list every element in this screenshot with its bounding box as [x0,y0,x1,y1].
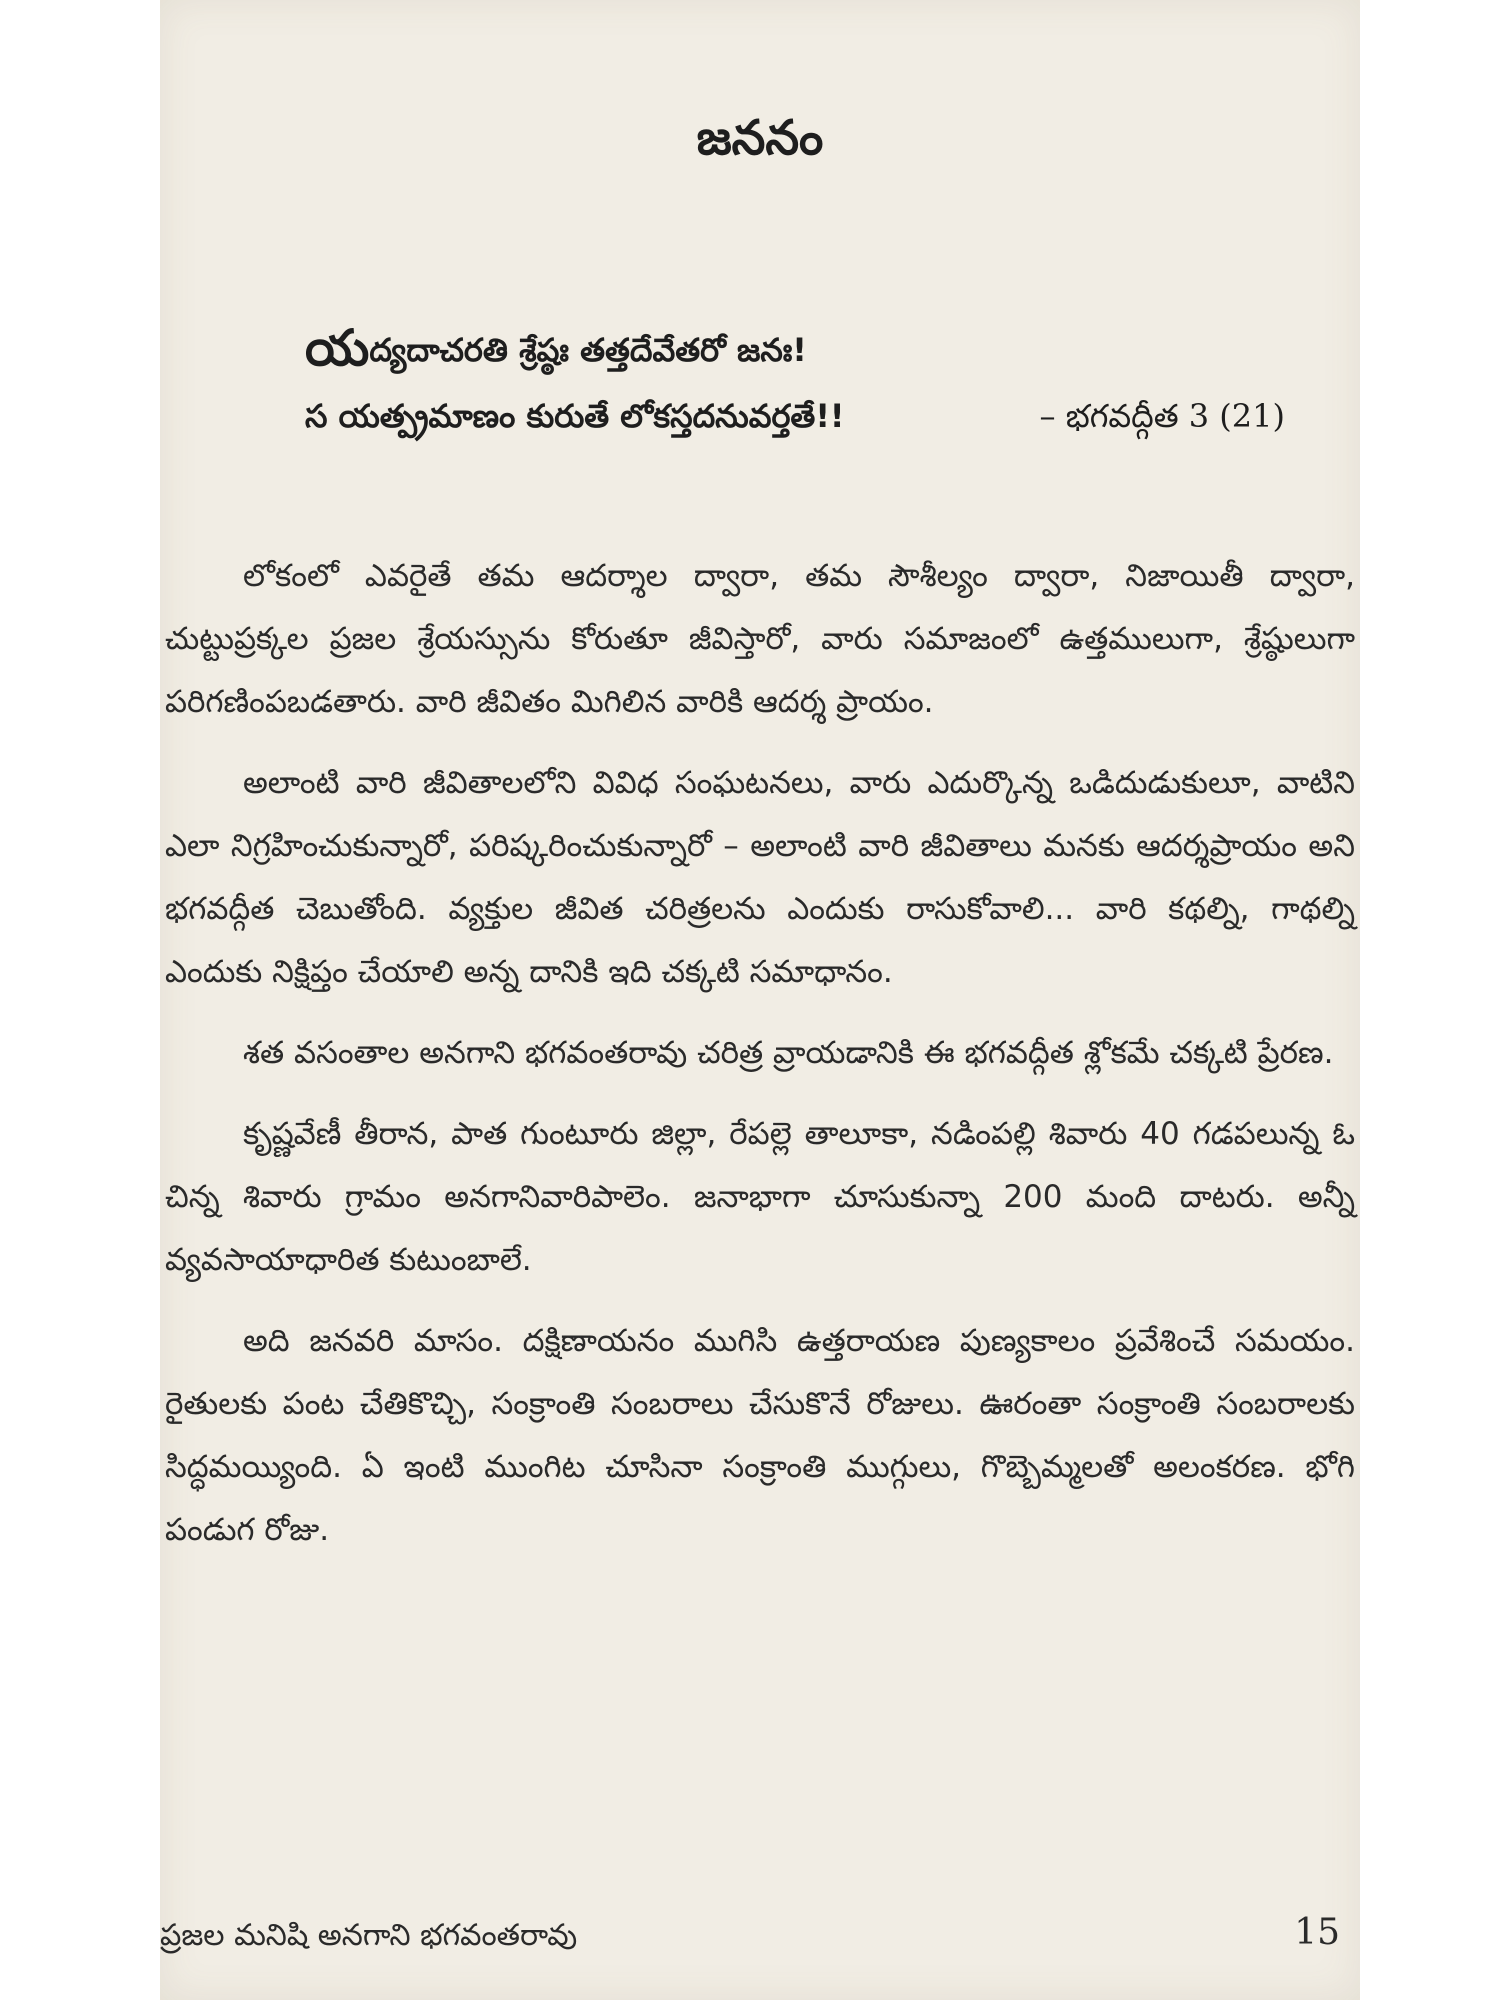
paragraph-4: కృష్ణవేణీ తీరాన, పాత గుంటూరు జిల్లా, రేపల్లె తాలూకా, నడింపల్లి శివారు 40 గడపలున్న ఓ చిన్న శివారు గ్రామం అనగానివారిపాలెం. జనాభాగా చూసుకున్నా 200 మంది దాటరు. అన్నీ వ్యవసాయాధారిత కుటుంబాలే. [165,1116,1355,1278]
paragraph-3: శత వసంతాల అనగాని భగవంతరావు చరిత్ర వ్రాయడానికి ఈ భగవద్గీత శ్లోకమే చక్కటి ప్రేరణ. [243,1035,1334,1071]
verse-line-2-text: స యత్ప్రమాణం కురుతే లోకస్తదనువర్తతే!! [305,397,845,435]
verse-source: – భగవద్గీత 3 (21) [1039,397,1285,435]
verse-line-1 [305,315,1305,383]
page-number: 15 [1294,1912,1340,1953]
verse-line-1-text: ద్యదాచరతి శ్రేష్ఠః తత్తదేవేతరో జనః! [369,331,807,369]
paragraph-5: అది జనవరి మాసం. దక్షిణాయనం ముగిసి ఉత్తరాయణ పుణ్యకాలం ప్రవేశించే సమయం. రైతులకు పంట చేతికొచ్చి, సంక్రాంతి సంబరాలు చేసుకొనే రోజులు. ఊరంతా సంక్రాంతి సంబరాలకు సిద్ధమయ్యింది. ఏ ఇంటి ముంగిట చూసినా సంక్రాంతి ముగ్గులు, గొబ్బెమ్మలతో అలంకరణ. భోగి పండుగ రోజు. [165,1323,1355,1548]
sanskrit-verse [305,315,1305,449]
verse-line-2 [305,383,1305,449]
verse-drop-cap: య [305,319,370,377]
body-text [165,545,1355,1580]
paragraph-2: అలాంటి వారి జీవితాలలోని వివిధ సంఘటనలు, వారు ఎదుర్కొన్న ఒడిదుడుకులూ, వాటిని ఎలా నిగ్రహించుకున్నారో, పరిష్కరించుకున్నారో – అలాంటి వారి జీవితాలు మనకు ఆదర్శప్రాయం అని భగవద్గీత చెబుతోంది. వ్యక్తుల జీవిత చరిత్రలను ఎందుకు రాసుకోవాలి... వారి కథల్ని, గాథల్ని ఎందుకు నిక్షిప్తం చేయాలి అన్న దానికి ఇది చక్కటి సమాధానం. [165,765,1355,990]
paragraph-1: లోకంలో ఎవరైతే తమ ఆదర్శాల ద్వారా, తమ సౌశీల్యం ద్వారా, నిజాయితీ ద్వారా, చుట్టుప్రక్కల ప్రజల శ్రేయస్సును కోరుతూ జీవిస్తారో, వారు సమాజంలో ఉత్తములుగా, శ్రేష్ఠులుగా పరిగణింపబడతారు. వారి జీవితం మిగిలిన వారికి ఆదర్శ ప్రాయం. [165,558,1355,720]
footer-book-title: ప్రజల మనిషి అనగాని భగవంతరావు [160,1918,578,1953]
chapter-title: జననం [696,110,824,166]
book-page [160,0,1360,2000]
